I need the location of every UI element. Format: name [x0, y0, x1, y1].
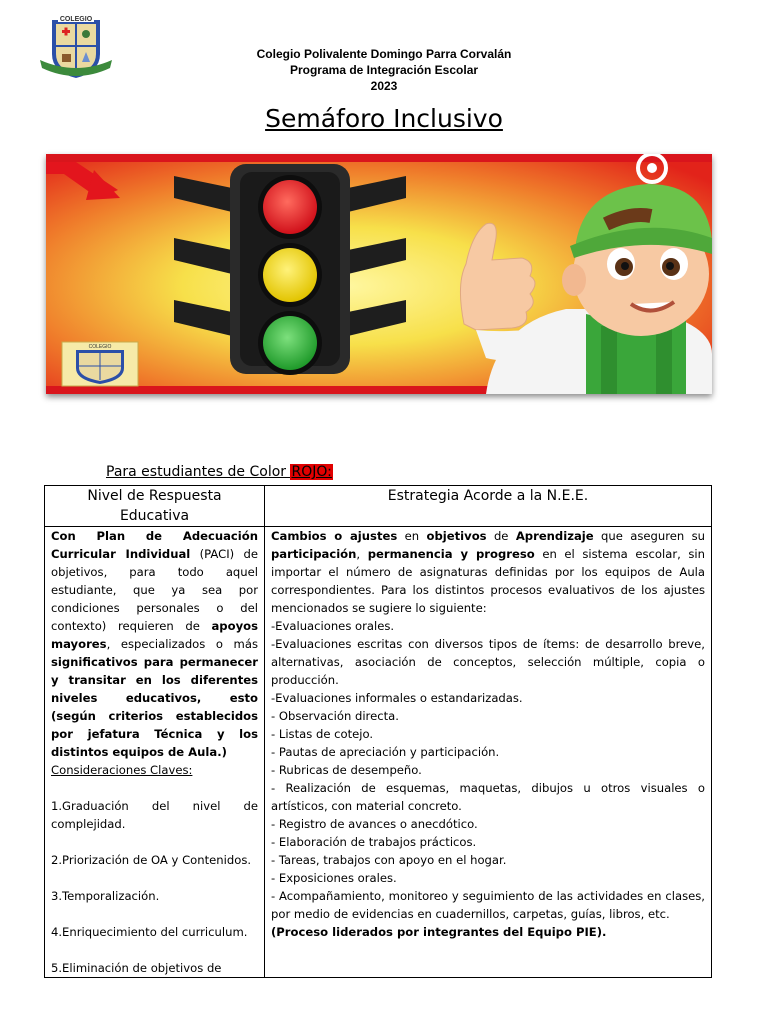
consideration-item: 1.Graduación del nivel de complejidad.: [51, 799, 258, 831]
strategy-cell: [265, 527, 712, 978]
strategy-item: - Registro de avances o anecdótico.: [271, 817, 478, 831]
year: 2023: [370, 79, 398, 93]
strategy-table: [44, 485, 712, 978]
strategy-item: - Tareas, trabajos con apoyo en el hogar.: [271, 853, 507, 867]
header-level: Nivel de Respuesta Educativa: [45, 486, 265, 527]
green-light: [263, 316, 317, 370]
strategy-item: - Rubricas de desempeño.: [271, 763, 422, 777]
red-light: [263, 180, 317, 234]
consideration-item: 5.Eliminación de objetivos de: [51, 961, 222, 975]
program-name: Programa de Integración Escolar: [289, 63, 479, 77]
banner-logo-icon: [62, 342, 138, 386]
strategy-item: - Listas de cotejo.: [271, 727, 374, 741]
subtitle-prefix: Para estudiantes de Color: [106, 464, 291, 480]
strategy-intro: Cambios o ajustes en objetivos de Aprendizaje que aseguren su participación, permanencia y progreso en el sistema escolar, sin importar el número de asignaturas definidas por los equipos de Aula correspondientes. Para los distintos procesos evaluativos de los ajustes mencionados se sugiere lo siguiente:: [271, 529, 706, 615]
header-strategy: Estrategia Acorde a la N.E.E.: [265, 486, 712, 527]
logo-text: COLEGIO: [59, 16, 93, 23]
school-name: Colegio Polivalente Domingo Parra Corvalán: [256, 47, 512, 61]
consideration-item: 4.Enriquecimiento del curriculum.: [51, 925, 248, 939]
school-logo: [38, 14, 114, 82]
consideration-item: 2.Priorización de OA y Contenidos.: [51, 853, 252, 867]
table-row: [45, 527, 712, 978]
strategy-item: -Evaluaciones orales.: [271, 619, 395, 633]
strategy-item: -Evaluaciones informales o estandarizadas.: [271, 691, 523, 705]
page-title: Semáforo Inclusivo: [265, 104, 503, 133]
strategy-item: - Elaboración de trabajos prácticos.: [271, 835, 477, 849]
consideration-item: 3.Temporalización.: [51, 889, 160, 903]
strategy-item: - Exposiciones orales.: [271, 871, 397, 885]
strategy-item: -Evaluaciones escritas con diversos tipos de ítems: de desarrollo breve, alternativas, asociación de conceptos, selección múltiple, copia o producción.: [271, 637, 705, 687]
table-subtitle: [106, 464, 333, 480]
traffic-light-banner: [46, 154, 712, 394]
yellow-light: [263, 248, 317, 302]
strategy-item: - Acompañamiento, monitoreo y seguimiento de las actividades en clases, por medio de evidencias en cuadernillos, carpetas, guías, libros, etc.: [271, 889, 705, 921]
key-considerations-label: Consideraciones Claves:: [51, 763, 193, 777]
table-header-row: [45, 486, 712, 527]
paci-description: Con Plan de Adecuación Curricular Individual (PACI) de objetivos, para todo aquel estudiante, que ya sea por condiciones personales o del contexto) requieren de apoyos mayores, especializados o más significativos para permanecer y transitar en los diferentes niveles educativos, esto (según criterios establecidos por jefatura Técnica y los distintos equipos de Aula.): [51, 529, 258, 759]
color-red-label: ROJO:: [291, 464, 332, 480]
pie-team-note: (Proceso liderados por integrantes del Equipo PIE).: [271, 925, 607, 939]
strategy-item: - Observación directa.: [271, 709, 399, 723]
strategy-item: - Pautas de apreciación y participación.: [271, 745, 500, 759]
strategy-item: - Realización de esquemas, maquetas, dibujos u otros visuales o artísticos, con material concreto.: [271, 781, 705, 813]
document-header: [150, 46, 618, 94]
response-level-cell: [45, 527, 265, 978]
banner-logo-text: COLEGIO: [88, 344, 112, 350]
